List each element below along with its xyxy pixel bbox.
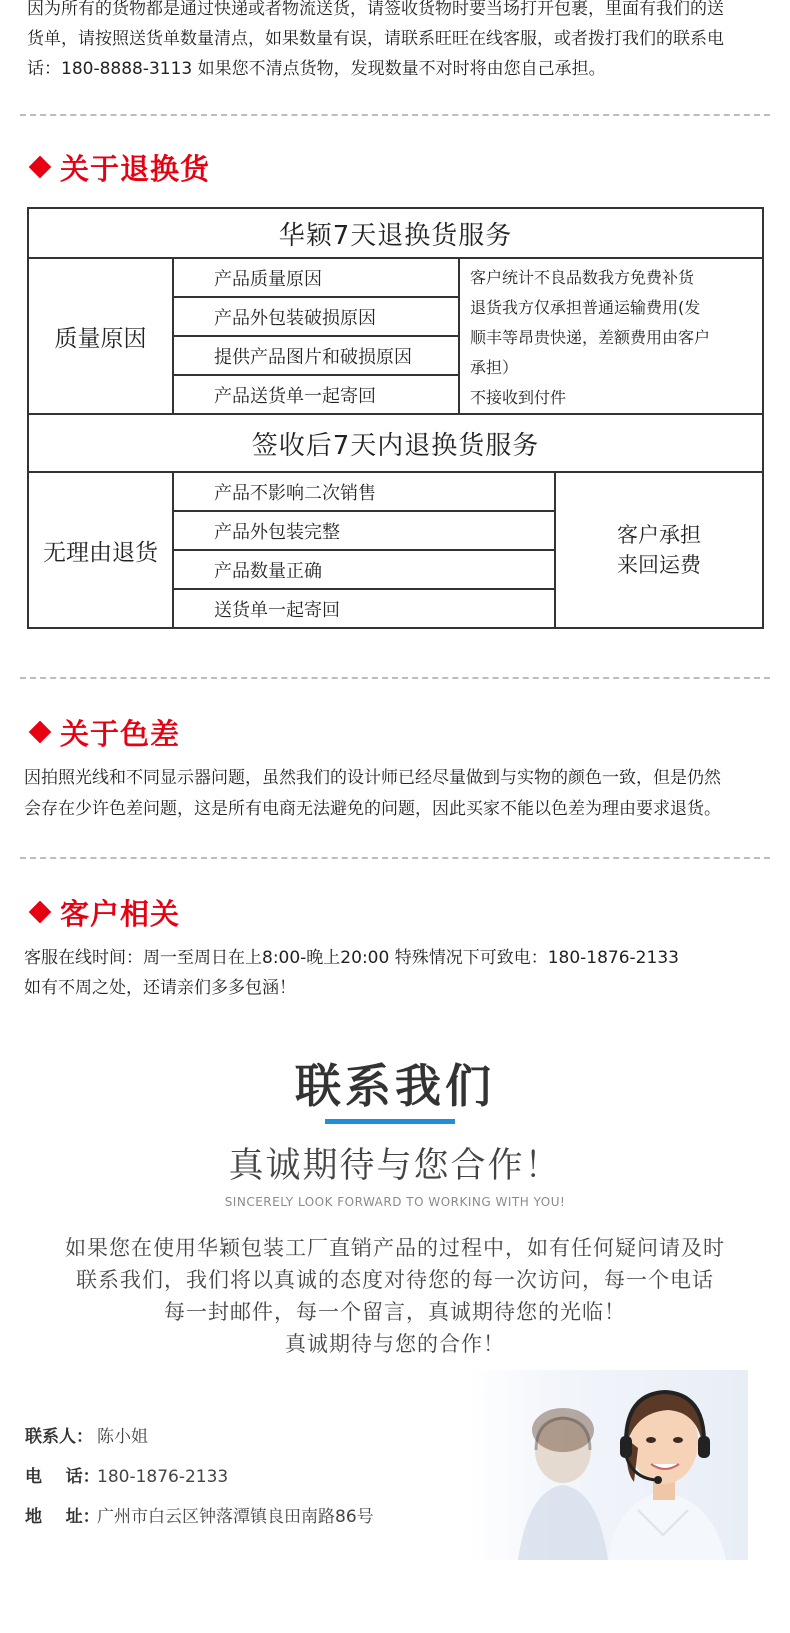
- table-header-after-sign: 签收后7天内退换货服务: [28, 414, 763, 472]
- customer-service-photo: [468, 1370, 748, 1560]
- color-paragraph: [24, 763, 764, 825]
- customer-line: 客服在线时间：周一至周日在上8:00-晚上20:00 特殊情况下可致电：180-1876-2133: [24, 948, 679, 968]
- quality-note-line: 客户统计不良品数我方免费补货: [470, 268, 695, 287]
- color-line: 会存在少许色差问题，这是所有电商无法避免的问题，因此买家不能以色差为理由要求退货。: [24, 799, 721, 819]
- noreason-item: 产品数量正确: [173, 550, 555, 589]
- quality-note: [459, 258, 763, 414]
- customer-service-illustration: [468, 1370, 748, 1560]
- quality-note-line: 不接收到付件: [470, 388, 567, 407]
- contact-desc-line: 联系我们，我们将以真诚的态度对待您的每一次访问，每一个电话: [76, 1268, 714, 1292]
- customer-title: 客户相关: [60, 896, 181, 931]
- returns-table: [27, 207, 764, 629]
- contact-desc-line: 真诚期待与您的合作！: [285, 1332, 505, 1356]
- contact-desc-line: 如果您在使用华颖包装工厂直销产品的过程中，如有任何疑问请及时: [65, 1236, 725, 1260]
- contact-phone-value: 180-1876-2133: [97, 1467, 229, 1487]
- customer-line: 如有不周之处，还请亲们多多包涵！: [24, 978, 296, 998]
- contact-subtitle-en: SINCERELY LOOK FORWARD TO WORKING WITH YOU!: [224, 1195, 566, 1209]
- contact-address-value: 广州市白云区钟落潭镇良田南路86号: [97, 1507, 374, 1527]
- quality-note-line: 顺丰等昂贵快递，差额费用由客户: [470, 328, 711, 347]
- color-section-header: [26, 712, 180, 752]
- noreason-item: 产品外包装完整: [173, 511, 555, 550]
- diamond-icon: [29, 721, 52, 744]
- contact-address-label: 地 址：: [25, 1507, 100, 1527]
- dashed-divider: [20, 114, 770, 116]
- intro-paragraph: [27, 0, 767, 84]
- intro-line: 话：180-8888-3113 如果您不清点货物，发现数量不对时将由您自己承担。: [27, 59, 606, 79]
- quality-item: 产品质量原因: [173, 258, 459, 297]
- quality-note-line: 承担）: [470, 358, 519, 377]
- noreason-cost: [555, 472, 763, 628]
- contact-description: [40, 1232, 750, 1360]
- quality-item: 提供产品图片和破损原因: [173, 336, 459, 375]
- returns-title: 关于退换货: [60, 151, 211, 186]
- quality-item: 产品送货单一起寄回: [173, 375, 459, 414]
- contact-title: 联系我们: [295, 1059, 495, 1113]
- noreason-item: 送货单一起寄回: [173, 589, 555, 628]
- returns-section-header: [26, 147, 210, 187]
- quality-note-line: 退货我方仅承担普通运输费用(发: [470, 298, 701, 317]
- color-title: 关于色差: [60, 716, 181, 751]
- quality-item: 产品外包装破损原因: [173, 297, 459, 336]
- noreason-category: 无理由退货: [28, 472, 173, 628]
- customer-section-header: [26, 892, 180, 932]
- title-underline: [325, 1119, 455, 1124]
- dashed-divider: [20, 857, 770, 859]
- quality-category: 质量原因: [28, 258, 173, 414]
- contact-person-row: [25, 1422, 148, 1447]
- cost-line: 来回运费: [617, 553, 701, 577]
- noreason-item: 产品不影响二次销售: [173, 472, 555, 511]
- dashed-divider: [20, 677, 770, 679]
- customer-paragraph: [24, 943, 764, 1003]
- contact-person-value: 陈小姐: [97, 1427, 148, 1447]
- intro-line: 货单，请按照送货单数量清点，如果数量有误，请联系旺旺在线客服，或者拨打我们的联系电: [27, 29, 724, 49]
- intro-line: 因为所有的货物都是通过快递或者物流送货，请签收货物时要当场打开包裹，里面有我们的送: [27, 0, 724, 19]
- contact-address-row: [25, 1502, 374, 1527]
- contact-person-label: 联系人：: [25, 1427, 93, 1447]
- contact-desc-line: 每一封邮件，每一个留言，真诚期待您的光临！: [164, 1300, 626, 1324]
- contact-subtitle: 真诚期待与您合作！: [228, 1146, 562, 1186]
- diamond-icon: [29, 156, 52, 179]
- color-line: 因拍照光线和不同显示器问题，虽然我们的设计师已经尽量做到与实物的颜色一致，但是仍然: [24, 768, 721, 788]
- cost-line: 客户承担: [617, 523, 701, 547]
- table-header-7day: 华颖7天退换货服务: [28, 208, 763, 258]
- contact-phone-row: [25, 1462, 228, 1487]
- contact-phone-label: 电 话：: [25, 1467, 100, 1487]
- diamond-icon: [29, 901, 52, 924]
